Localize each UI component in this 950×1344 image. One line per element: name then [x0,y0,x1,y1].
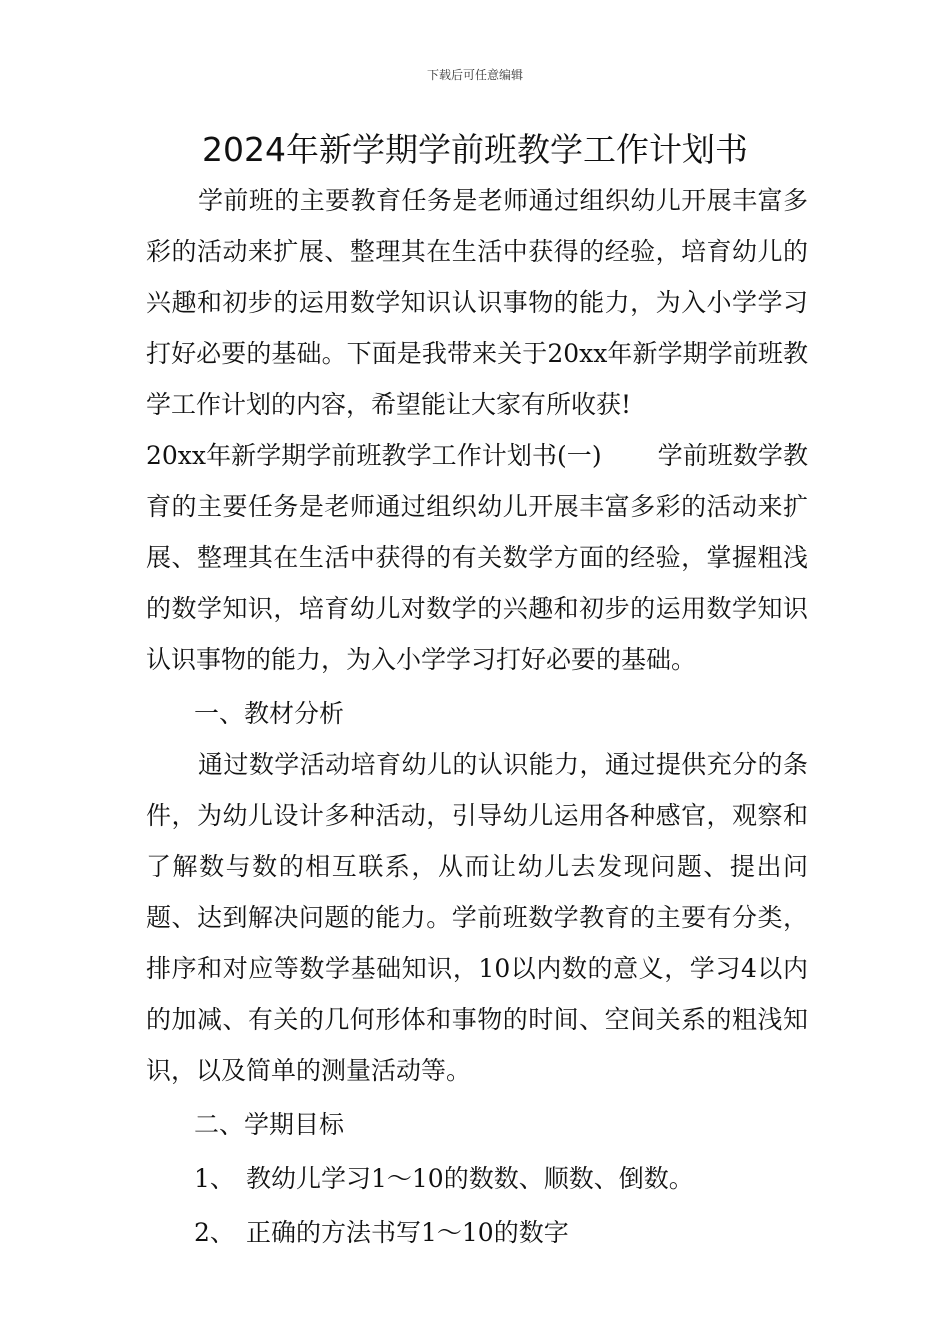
goal-number: 2、 [194,1218,235,1247]
section-body: 学前班数学教育的主要任务是老师通过组织幼儿开展丰富多彩的活动来扩展、整理其在生活中获得的有关数学方面的经验，掌握粗浅的数学知识，培育幼儿对数学的兴趣和初步的运用数学知识认识事物的能力，为入小学学习打好必要的基础。 [146,441,808,674]
goal-text: 教幼儿学习1～10的数数、顺数、倒数。 [246,1164,694,1193]
header-note: 下载后可任意编辑 [426,68,523,82]
document-title: 2024年新学期学前班教学工作计划书 [202,130,748,169]
goal-number: 1、 [194,1164,235,1193]
section-label: 20xx年新学期学前班教学工作计划书(一) [146,441,602,470]
goal-item [146,1153,808,1204]
analysis-paragraph: 通过数学活动培育幼儿的认识能力，通过提供充分的条件，为幼儿设计多种活动，引导幼儿运用各种感官，观察和了解数与数的相互联系，从而让幼儿去发现问题、提出问题、达到解决问题的能力。学前班数学教育的主要有分类，排序和对应等数学基础知识，10以内数的意义，学习4以内的加减、有关的几何形体和事物的时间、空间关系的粗浅知识，以及简单的测量活动等。 [146,750,808,1085]
heading-semester-goals: 二、学期目标 [194,1110,345,1139]
section-paragraph [146,430,808,685]
goal-text: 正确的方法书写1～10的数字 [246,1218,569,1247]
heading-textbook-analysis: 一、教材分析 [194,699,345,728]
goal-item [146,1207,808,1258]
document-body [146,175,808,1258]
intro-paragraph: 学前班的主要教育任务是老师通过组织幼儿开展丰富多彩的活动来扩展、整理其在生活中获得的经验，培育幼儿的兴趣和初步的运用数学知识认识事物的能力，为入小学学习打好必要的基础。下面是我带来关于20xx年新学期学前班教学工作计划的内容，希望能让大家有所收获! [146,186,808,419]
